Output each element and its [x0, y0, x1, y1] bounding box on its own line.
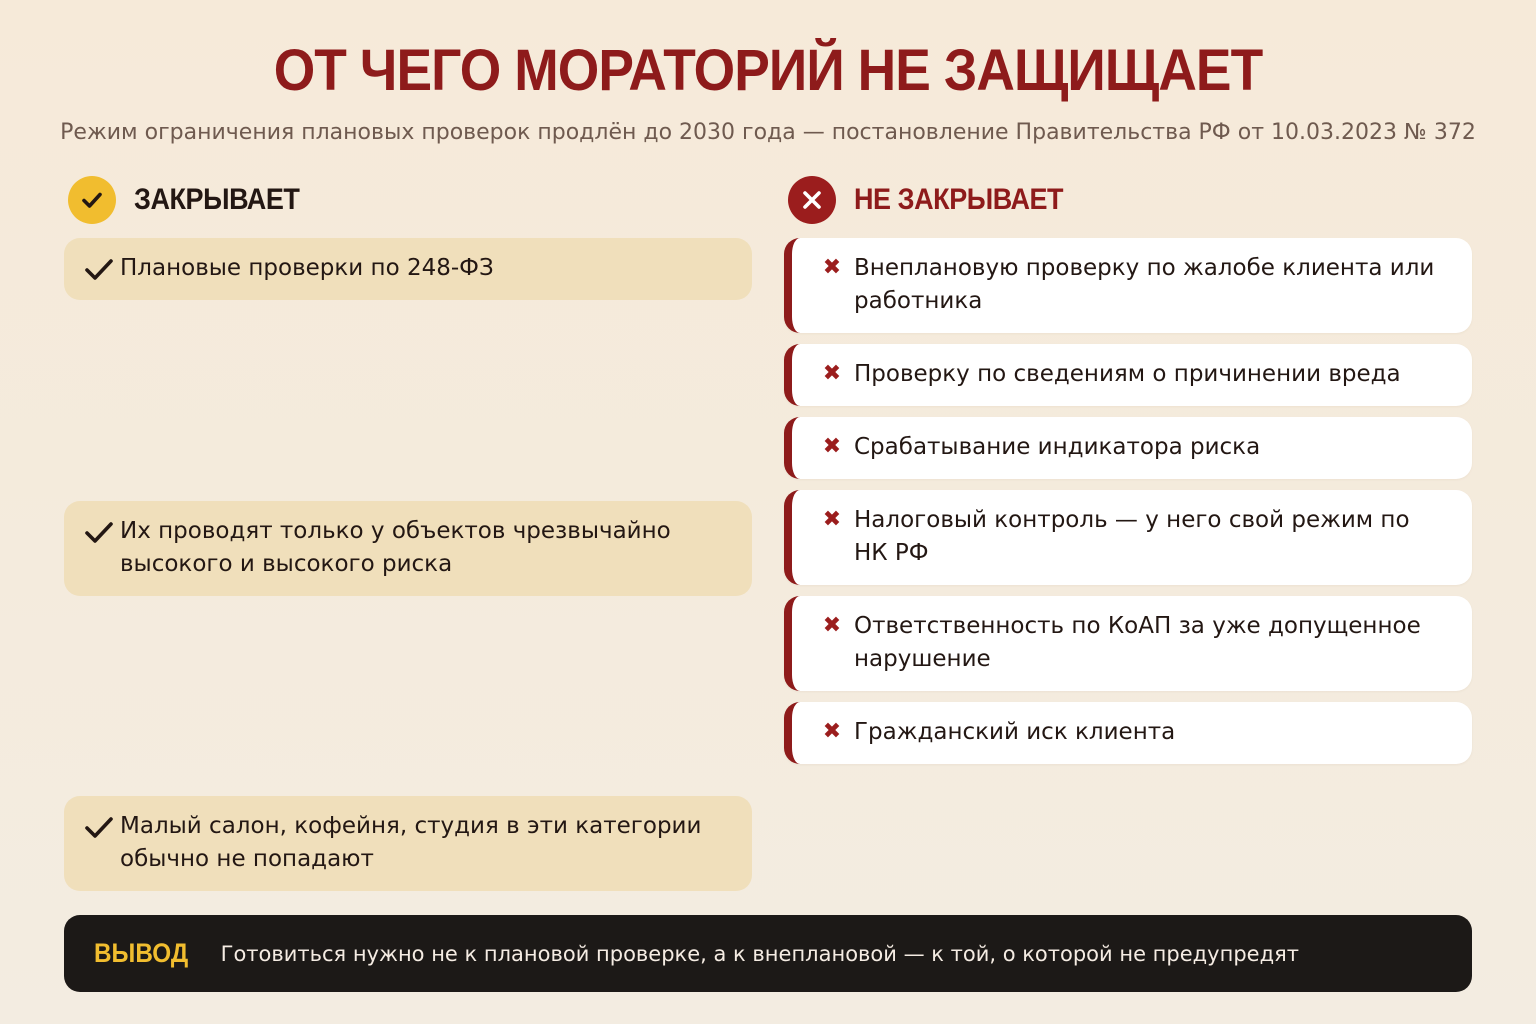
- cross-icon: ✖: [822, 613, 842, 638]
- not-covers-item-text: Внеплановую проверку по жалобе клиента или работника: [854, 255, 1435, 314]
- cross-icon: ✖: [822, 507, 842, 532]
- check-circle-icon: [68, 176, 116, 224]
- page-subtitle: Режим ограничения плановых проверок продлён до 2030 года — постановление Правительства РФ от 10.03.2023 № 372: [60, 120, 1476, 145]
- not-covers-item: [784, 702, 1472, 764]
- x-circle-icon: [788, 176, 836, 224]
- cross-icon: ✖: [822, 434, 842, 459]
- conclusion-label: ВЫВОД: [94, 938, 189, 968]
- not-covers-item: [784, 238, 1472, 333]
- not-covers-column-header: [788, 175, 1086, 225]
- conclusion-text: Готовиться нужно не к плановой проверке, а к внеплановой — к той, о которой не предупредят: [220, 941, 1299, 966]
- covers-column-title: ЗАКРЫВАЕТ: [134, 183, 300, 216]
- checkmark-icon: [84, 810, 114, 842]
- not-covers-item-text: Ответственность по КоАП за уже допущенное нарушение: [854, 613, 1421, 672]
- covers-column-header: [68, 175, 318, 225]
- cross-icon: ✖: [822, 361, 842, 386]
- cross-icon: ✖: [822, 719, 842, 744]
- covers-item: [64, 796, 752, 891]
- conclusion-bar: [64, 915, 1472, 992]
- checkmark-icon: [84, 252, 114, 284]
- checkmark-icon: [84, 515, 114, 547]
- not-covers-item-text: Гражданский иск клиента: [854, 719, 1176, 745]
- not-covers-column-title: НЕ ЗАКРЫВАЕТ: [854, 183, 1064, 216]
- covers-item-text: Плановые проверки по 248-ФЗ: [120, 255, 494, 281]
- covers-item: [64, 501, 752, 596]
- cross-icon: ✖: [822, 255, 842, 280]
- not-covers-item: [784, 490, 1472, 585]
- covers-item-text: Малый салон, кофейня, студия в эти категории обычно не попадают: [120, 813, 702, 872]
- not-covers-item: [784, 344, 1472, 406]
- not-covers-item-text: Срабатывание индикатора риска: [854, 434, 1261, 460]
- not-covers-item: [784, 417, 1472, 479]
- not-covers-item: [784, 596, 1472, 691]
- covers-item-text: Их проводят только у объектов чрезвычайно высокого и высокого риска: [120, 518, 671, 577]
- not-covers-item-text: Проверку по сведениям о причинении вреда: [854, 361, 1401, 387]
- not-covers-item-text: Налоговый контроль — у него свой режим по НК РФ: [854, 507, 1410, 566]
- page-title: ОТ ЧЕГО МОРАТОРИЙ НЕ ЗАЩИЩАЕТ: [273, 38, 1263, 103]
- covers-item: [64, 238, 752, 300]
